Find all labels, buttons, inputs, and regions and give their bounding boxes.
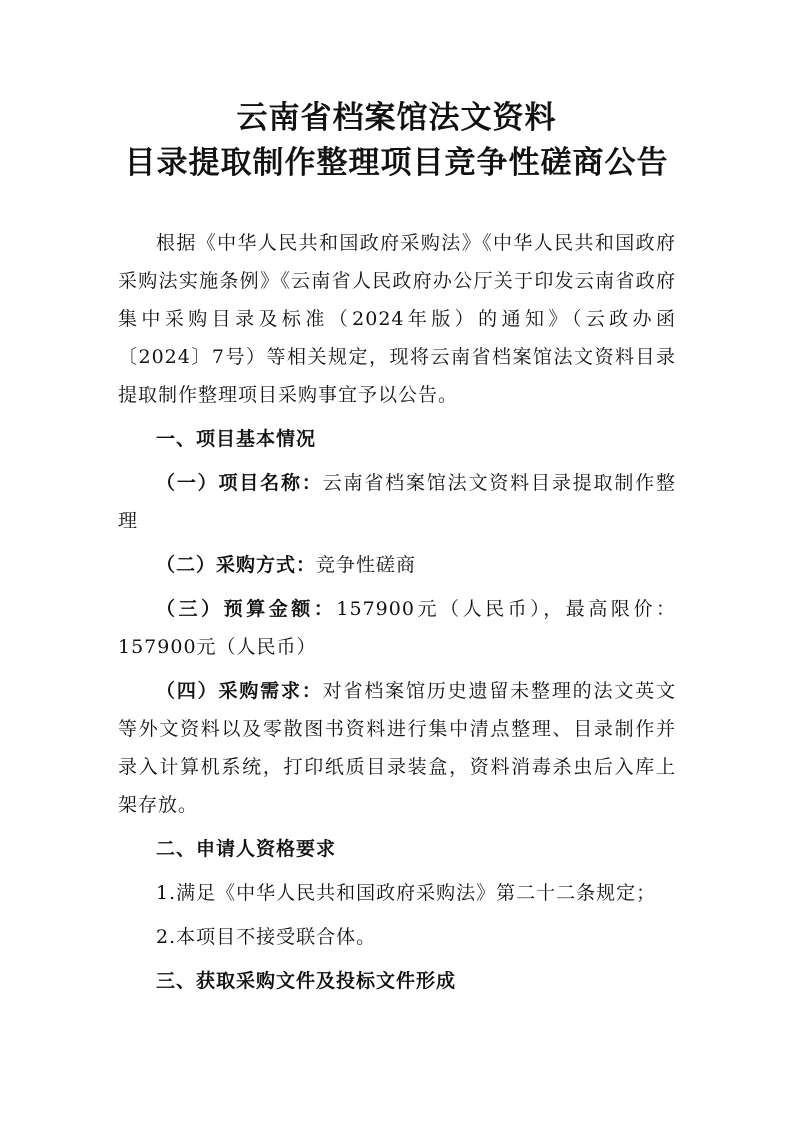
project-name-item bbox=[118, 464, 676, 540]
project-name-label: （一）项目名称： bbox=[156, 472, 323, 494]
requirements-label: （四）采购需求： bbox=[156, 680, 323, 702]
section2-heading: 二、申请人资格要求 bbox=[156, 838, 337, 860]
budget-item bbox=[118, 590, 676, 666]
project-name-value: 云南省档案馆法文资料目录提取制作整理 bbox=[118, 472, 676, 532]
budget-value: 157900元（人民币），最高限价：157900元（人民币） bbox=[118, 598, 676, 658]
requirements-value: 对省档案馆历史遗留未整理的法文英文等外文资料以及零散图书资料进行集中清点整理、目录制作并录入计算机系统，打印纸质目录装盒，资料消毒杀虫后入库上架存放。 bbox=[118, 680, 676, 816]
section1-heading: 一、项目基本情况 bbox=[156, 428, 317, 450]
document-body bbox=[118, 224, 676, 1000]
title-line-2: 目录提取制作整理项目竞争性磋商公告 bbox=[124, 145, 669, 181]
procurement-method-value: 竞争性磋商 bbox=[316, 554, 417, 576]
budget-label: （三）预算金额： bbox=[156, 598, 337, 620]
procurement-method-item bbox=[118, 546, 676, 584]
qualification-item-2: 2.本项目不接受联合体。 bbox=[156, 926, 377, 948]
procurement-method-label: （二）采购方式： bbox=[156, 554, 317, 576]
requirements-item bbox=[118, 672, 676, 824]
qualification-item-1: 1.满足《中华人民共和国政府采购法》第二十二条规定； bbox=[156, 882, 657, 904]
intro-paragraph: 根据《中华人民共和国政府采购法》《中华人民共和国政府采购法实施条例》《云南省人民政府办公厅关于印发云南省政府集中采购目录及标准（2024年版）的通知》（云政办函〔2024〕7号）等相关规定，现将云南省档案馆法文资料目录提取制作整理项目采购事宜予以公告。 bbox=[118, 232, 676, 406]
section3-heading: 三、获取采购文件及投标文件形成 bbox=[156, 970, 457, 992]
title-line-1: 云南省档案馆法文资料 bbox=[236, 100, 557, 136]
